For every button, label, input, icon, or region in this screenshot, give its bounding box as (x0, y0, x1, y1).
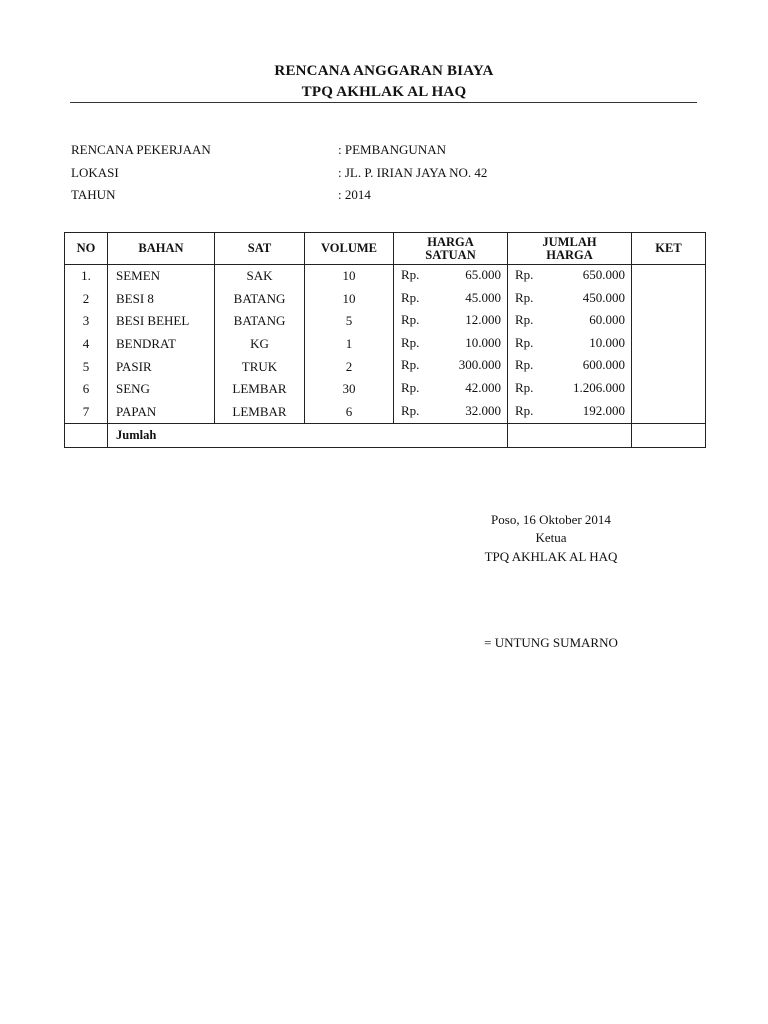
cell-volume: 10 (305, 265, 394, 288)
total-label: Jumlah (108, 424, 508, 448)
cell-harga-satuan (394, 265, 508, 288)
currency-label: Rp. (515, 289, 534, 305)
header-no: NO (65, 233, 108, 265)
currency-label: Rp. (515, 379, 534, 395)
table-row (65, 401, 706, 424)
cell-no: 1. (65, 265, 108, 288)
currency-label: Rp. (401, 267, 420, 282)
cell-sat: KG (215, 333, 305, 356)
cell-no: 4 (65, 333, 108, 356)
currency-label: Rp. (401, 402, 420, 418)
currency-label: Rp. (515, 267, 534, 282)
info-label: RENCANA PEKERJAAN (71, 142, 211, 157)
cell-jumlah-harga (508, 378, 632, 401)
cell-harga-satuan (394, 310, 508, 333)
amount: 32.000 (465, 402, 501, 418)
cell-bahan: PAPAN (108, 401, 215, 424)
cell-ket (632, 355, 706, 378)
table-row (65, 378, 706, 401)
amount: 650.000 (582, 267, 625, 282)
cell-no: 3 (65, 310, 108, 333)
cell-no: 7 (65, 401, 108, 424)
cell-jumlah-harga (508, 288, 632, 311)
amount: 600.000 (582, 357, 625, 373)
cell-jumlah-harga (508, 355, 632, 378)
amount: 300.000 (458, 357, 501, 373)
header-ket: KET (632, 233, 706, 265)
amount: 1.206.000 (573, 379, 625, 395)
cell-harga-satuan (394, 355, 508, 378)
cell-sat: LEMBAR (215, 378, 305, 401)
cell-jumlah-harga (508, 265, 632, 288)
cell-bahan: BESI 8 (108, 288, 215, 311)
amount: 192.000 (582, 402, 625, 418)
cell-bahan: SENG (108, 378, 215, 401)
cell-ket (632, 378, 706, 401)
cell-sat: SAK (215, 265, 305, 288)
currency-label: Rp. (401, 379, 420, 395)
signature-place-date: Poso, 16 Oktober 2014 (491, 512, 611, 527)
cell-no: 2 (65, 288, 108, 311)
header-bahan: BAHAN (108, 233, 215, 265)
cell-sat: TRUK (215, 355, 305, 378)
cell-volume: 2 (305, 355, 394, 378)
currency-label: Rp. (515, 334, 534, 350)
amount: 10.000 (589, 334, 625, 350)
currency-label: Rp. (515, 312, 534, 328)
cell-jumlah-harga (508, 310, 632, 333)
document-subtitle: TPQ AKHLAK AL HAQ (301, 84, 467, 100)
amount: 450.000 (582, 289, 625, 305)
info-label: TAHUN (71, 187, 116, 202)
budget-table (64, 232, 706, 448)
cell-harga-satuan (394, 333, 508, 356)
amount: 65.000 (465, 267, 501, 282)
header-harga-satuan-line1: HARGA (427, 234, 474, 249)
header-harga-satuan-line2: SATUAN (425, 247, 476, 262)
table-header-row (65, 233, 706, 265)
cell-jumlah-harga (508, 401, 632, 424)
cell-ket (632, 265, 706, 288)
currency-label: Rp. (401, 334, 420, 350)
cell-bahan: PASIR (108, 355, 215, 378)
cell-harga-satuan (394, 401, 508, 424)
info-label: LOKASI (71, 165, 119, 180)
cell-harga-satuan (394, 378, 508, 401)
cell-bahan: BENDRAT (108, 333, 215, 356)
signature-name: = UNTUNG SUMARNO (484, 635, 618, 650)
cell-ket (632, 401, 706, 424)
cell-ket (632, 310, 706, 333)
info-value: : PEMBANGUNAN (338, 142, 446, 157)
header-volume: VOLUME (305, 233, 394, 265)
header-harga-satuan (394, 233, 508, 265)
cell-volume: 6 (305, 401, 394, 424)
document-title: RENCANA ANGGARAN BIAYA (274, 63, 494, 79)
header-jumlah-harga-line1: JUMLAH (542, 234, 597, 249)
total-jumlah-harga (508, 424, 632, 448)
header-jumlah-harga-line2: HARGA (546, 247, 593, 262)
signature-role: Ketua (535, 530, 567, 545)
cell-volume: 30 (305, 378, 394, 401)
cell-harga-satuan (394, 288, 508, 311)
total-cell-empty (65, 424, 108, 448)
header-sat: SAT (215, 233, 305, 265)
table-row (65, 310, 706, 333)
currency-label: Rp. (401, 312, 420, 328)
table-row (65, 265, 706, 288)
currency-label: Rp. (515, 357, 534, 373)
info-value: : 2014 (338, 187, 371, 202)
total-row (65, 424, 706, 448)
cell-jumlah-harga (508, 333, 632, 356)
cell-ket (632, 288, 706, 311)
title-divider (70, 102, 697, 103)
cell-volume: 1 (305, 333, 394, 356)
table-row (65, 333, 706, 356)
table-row (65, 288, 706, 311)
amount: 10.000 (465, 334, 501, 350)
cell-no: 5 (65, 355, 108, 378)
amount: 60.000 (589, 312, 625, 328)
cell-ket (632, 333, 706, 356)
signature-organization: TPQ AKHLAK AL HAQ (484, 549, 618, 564)
cell-sat: BATANG (215, 288, 305, 311)
currency-label: Rp. (401, 289, 420, 305)
cell-bahan: BESI BEHEL (108, 310, 215, 333)
currency-label: Rp. (401, 357, 420, 373)
amount: 42.000 (465, 379, 501, 395)
cell-sat: LEMBAR (215, 401, 305, 424)
amount: 45.000 (465, 289, 501, 305)
info-value: : JL. P. IRIAN JAYA NO. 42 (338, 165, 488, 180)
cell-volume: 5 (305, 310, 394, 333)
cell-bahan: SEMEN (108, 265, 215, 288)
amount: 12.000 (465, 312, 501, 328)
table-row (65, 355, 706, 378)
cell-volume: 10 (305, 288, 394, 311)
currency-label: Rp. (515, 402, 534, 418)
total-ket (632, 424, 706, 448)
header-jumlah-harga (508, 233, 632, 265)
cell-sat: BATANG (215, 310, 305, 333)
cell-no: 6 (65, 378, 108, 401)
